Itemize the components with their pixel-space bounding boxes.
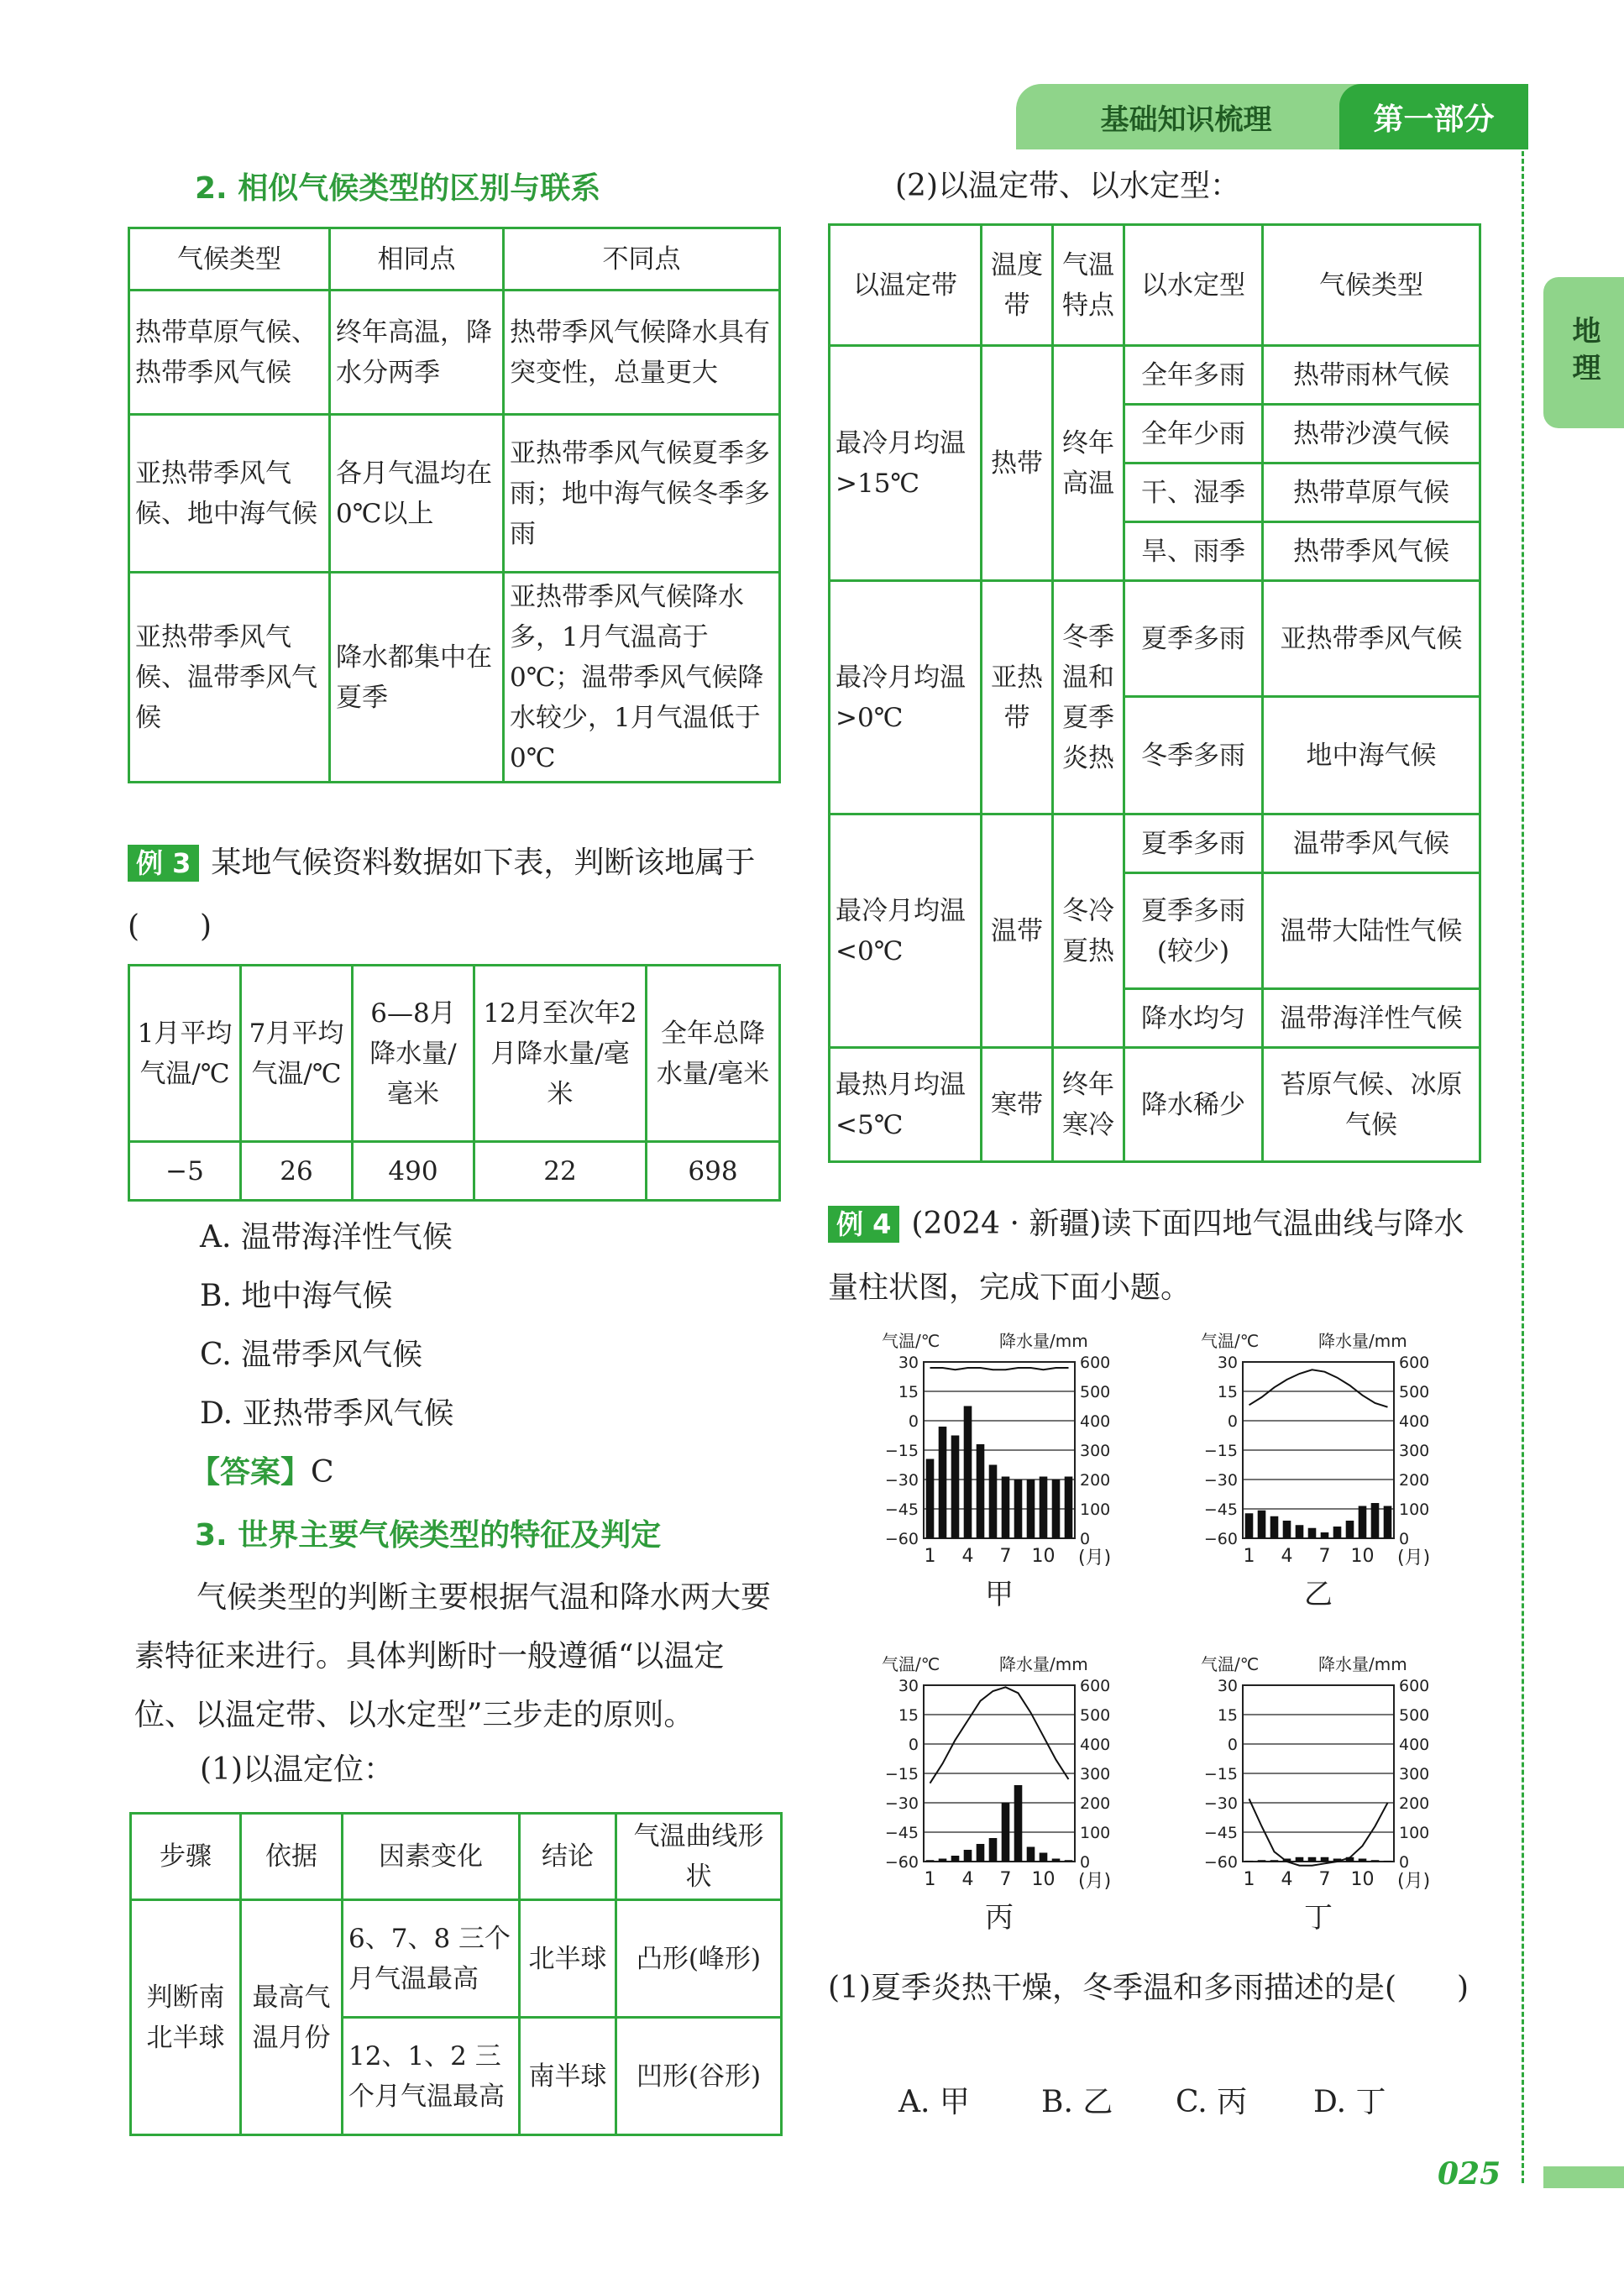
precip-tick-label: 100 <box>1399 1500 1430 1519</box>
precip-tick-label: 300 <box>1080 1765 1111 1783</box>
precip-tick-label: 400 <box>1399 1412 1430 1431</box>
table-cell: 最热月均温<5℃ <box>830 1048 982 1162</box>
table-cell: 判断南北半球 <box>131 1900 241 2135</box>
temp-tick-label: −60 <box>884 1530 919 1548</box>
answer <box>190 1451 334 1495</box>
precip-bar <box>1359 1859 1367 1862</box>
precip-bar <box>1002 1477 1010 1539</box>
table-cell: 12、1、2 三个月气温最高 <box>343 2018 520 2135</box>
precip-bar <box>1333 1527 1342 1538</box>
temperature-line <box>1249 1370 1388 1406</box>
table-cell: 各月气温均在0℃以上 <box>330 415 504 573</box>
temp-tick-label: 15 <box>898 1383 919 1401</box>
section-3-paragraph: 气候类型的判断主要根据气温和降水两大要素特征来进行。具体判断时一般遵循“以温定位、以温定带、以水定型”三步走的原则。 <box>134 1580 772 1732</box>
precip-tick-label: 600 <box>1080 1354 1111 1372</box>
month-tick-label: 1 <box>1243 1869 1255 1890</box>
table-cell: 亚热带季风气候夏季多雨；地中海气候冬季多雨 <box>504 415 780 573</box>
temp-axis-label: 气温/℃ <box>882 1654 940 1674</box>
precip-bar <box>964 1850 972 1862</box>
table-cell: 夏季多雨 <box>1124 581 1263 697</box>
table-cell: 490 <box>353 1142 474 1201</box>
col-header: 气温特点 <box>1053 225 1124 346</box>
precip-bar <box>951 1856 960 1862</box>
precip-bar <box>1065 1477 1073 1539</box>
table-cell: 凹形(谷形) <box>616 2018 782 2135</box>
footer-bar <box>1543 2166 1624 2188</box>
month-tick-label: 10 <box>1350 1546 1375 1567</box>
temp-tick-label: 30 <box>898 1354 919 1372</box>
table-cell: 热带季风气候降水具有突变性，总量更大 <box>504 291 780 415</box>
precip-bar <box>1040 1477 1048 1539</box>
precip-bar <box>1371 1860 1380 1862</box>
col-header: 依据 <box>241 1814 343 1900</box>
precip-bar <box>1283 1521 1291 1538</box>
table-cell: 终年高温，降水分两季 <box>330 291 504 415</box>
table-cell: 最冷月均温<0℃ <box>830 814 982 1048</box>
precip-bar <box>939 1427 947 1538</box>
month-tick-label: 7 <box>999 1546 1012 1567</box>
precip-bar <box>1245 1513 1254 1538</box>
month-tick-label: 1 <box>1243 1546 1255 1567</box>
precip-tick-label: 200 <box>1080 1471 1111 1490</box>
table-cell: 夏季多雨 <box>1124 814 1263 873</box>
table-cell: 温带 <box>982 814 1053 1048</box>
precip-axis-label: 降水量/mm <box>1318 1654 1407 1674</box>
precip-tick-label: 500 <box>1399 1383 1430 1401</box>
precip-tick-label: 600 <box>1399 1677 1430 1695</box>
precip-bar <box>964 1406 972 1539</box>
precip-bar <box>1270 1516 1279 1538</box>
table-cell: 干、湿季 <box>1124 464 1263 522</box>
col-header: 6—8月降水量/毫米 <box>353 966 474 1142</box>
table-cell: 亚热带季风气候、地中海气候 <box>129 415 330 573</box>
table-cell: 寒带 <box>982 1048 1053 1162</box>
table-cell: 地中海气候 <box>1263 697 1480 814</box>
example-4-text: (2024 · 新疆)读下面四地气温曲线与降水量柱状图，完成下面小题。 <box>828 1207 1464 1305</box>
table-cell: 热带 <box>982 346 1053 581</box>
table-cell: 热带季风气候 <box>1263 522 1480 581</box>
temp-tick-label: −30 <box>1203 1471 1238 1490</box>
col-header: 以水定型 <box>1124 225 1263 346</box>
precip-bar <box>1027 1480 1035 1538</box>
precip-bar <box>926 1860 935 1862</box>
temp-tick-label: −30 <box>884 1471 919 1490</box>
col-header: 气候类型 <box>129 228 330 291</box>
precip-bar <box>1270 1860 1279 1862</box>
table-cell: 热带雨林气候 <box>1263 346 1480 405</box>
q1-option-a: A. 甲 <box>898 2085 970 2119</box>
precip-tick-label: 600 <box>1080 1677 1111 1695</box>
precip-bar <box>951 1436 960 1539</box>
temp-tick-label: −30 <box>884 1794 919 1813</box>
option-b: B. 地中海气候 <box>200 1279 393 1313</box>
precip-tick-label: 600 <box>1399 1354 1430 1372</box>
table-cell: −5 <box>129 1142 241 1201</box>
table-cell: 温带海洋性气候 <box>1263 989 1480 1048</box>
precip-bar <box>1384 1506 1392 1539</box>
table-cell: 亚热带 <box>982 581 1053 814</box>
subject-label: 地理 <box>1567 316 1600 390</box>
precip-tick-label: 500 <box>1399 1706 1430 1725</box>
table-cell: 夏季多雨(较少) <box>1124 873 1263 989</box>
temp-tick-label: −45 <box>884 1500 919 1519</box>
precip-bar <box>1014 1480 1023 1538</box>
month-tick-label: 4 <box>961 1546 974 1567</box>
temp-tick-label: 30 <box>1217 1677 1238 1695</box>
table-cell: 终年寒冷 <box>1053 1048 1124 1162</box>
precip-tick-label: 200 <box>1399 1471 1430 1490</box>
col-header: 温度带 <box>982 225 1053 346</box>
temp-tick-label: 30 <box>1217 1354 1238 1372</box>
table-cell: 亚热带季风气候降水多，1月气温高于0℃；温带季风气候降水较少，1月气温低于0℃ <box>504 573 780 783</box>
temp-axis-label: 气温/℃ <box>882 1331 940 1351</box>
answer-label: 【答案】 <box>190 1455 312 1490</box>
hemisphere-table <box>129 1812 783 2136</box>
header-section: 基础知识梳理 <box>1100 102 1272 137</box>
month-axis-label: (月) <box>1397 1548 1431 1569</box>
table-cell: 亚热带季风气候、温带季风气候 <box>129 573 330 783</box>
example-4-stem <box>828 1192 1483 1320</box>
precip-tick-label: 100 <box>1080 1500 1111 1519</box>
month-tick-label: 1 <box>924 1869 936 1890</box>
table-cell: 南半球 <box>520 2018 616 2135</box>
precip-bar <box>1258 1860 1266 1862</box>
temp-tick-label: 0 <box>1227 1412 1238 1431</box>
temp-tick-label: 15 <box>1217 1706 1238 1725</box>
q1-option-d: D. 丁 <box>1313 2085 1386 2119</box>
precip-tick-label: 100 <box>1080 1824 1111 1842</box>
temp-tick-label: −45 <box>884 1824 919 1842</box>
table-cell: 苔原气候、冰原气候 <box>1263 1048 1480 1162</box>
table-cell: 最冷月均温>15℃ <box>830 346 982 581</box>
col-header: 不同点 <box>504 228 780 291</box>
precip-bar <box>1359 1506 1367 1539</box>
table-cell: 最高气温月份 <box>241 1900 343 2135</box>
temp-tick-label: −60 <box>1203 1530 1238 1548</box>
month-tick-label: 7 <box>1318 1546 1331 1567</box>
table-cell: 698 <box>647 1142 780 1201</box>
precip-bar <box>1027 1847 1035 1862</box>
table-cell: 热带草原气候、热带季风气候 <box>129 291 330 415</box>
precip-tick-label: 400 <box>1399 1736 1430 1754</box>
month-axis-label: (月) <box>1078 1871 1112 1892</box>
similar-climate-table <box>128 227 781 783</box>
header-part: 第一部分 <box>1339 84 1528 149</box>
precip-tick-label: 0 <box>1080 1853 1091 1872</box>
precip-bar <box>1052 1859 1061 1862</box>
table-cell: 22 <box>474 1142 647 1201</box>
precip-bar <box>977 1444 985 1538</box>
precip-bar <box>1308 1528 1317 1538</box>
precip-bar <box>1052 1480 1061 1538</box>
climate-data-table <box>128 964 781 1202</box>
example-3-text: 某地气候资料数据如下表，判断该地属于( ) <box>128 846 756 944</box>
precip-tick-label: 0 <box>1399 1530 1410 1548</box>
precip-bar <box>1002 1803 1010 1862</box>
chart-title: 丁 <box>1304 1901 1333 1935</box>
option-a: A. 温带海洋性气候 <box>200 1220 453 1254</box>
subject-tab <box>1543 277 1624 428</box>
col-header: 7月平均气温/℃ <box>241 966 353 1142</box>
precip-axis-label: 降水量/mm <box>999 1654 1088 1674</box>
option-c: C. 温带季风气候 <box>200 1338 423 1372</box>
q1-option-c: C. 丙 <box>1176 2085 1248 2119</box>
temp-tick-label: −15 <box>1203 1765 1238 1783</box>
month-axis-label: (月) <box>1397 1871 1431 1892</box>
month-tick-label: 7 <box>999 1869 1012 1890</box>
q1-option-b: B. 乙 <box>1041 2085 1113 2119</box>
table-cell: 全年少雨 <box>1124 405 1263 464</box>
chart-title: 甲 <box>985 1578 1014 1611</box>
month-tick-label: 10 <box>1031 1869 1056 1890</box>
col-header: 气温曲线形状 <box>616 1814 782 1900</box>
precip-bar <box>939 1859 947 1862</box>
subheading-1: (1)以温定位： <box>200 1752 394 1787</box>
precip-tick-label: 400 <box>1080 1736 1111 1754</box>
table-cell: 降水均匀 <box>1124 989 1263 1048</box>
temp-tick-label: 15 <box>1217 1383 1238 1401</box>
precip-tick-label: 100 <box>1399 1824 1430 1842</box>
precip-bar <box>1346 1521 1354 1538</box>
precip-tick-label: 300 <box>1080 1442 1111 1460</box>
temperature-line <box>930 1687 1069 1783</box>
col-header: 因素变化 <box>343 1814 520 1900</box>
precip-tick-label: 0 <box>1080 1530 1091 1548</box>
margin-dashed-line <box>1522 151 1524 2183</box>
table-cell: 温带大陆性气候 <box>1263 873 1480 989</box>
table-cell: 全年多雨 <box>1124 346 1263 405</box>
precip-bar <box>1296 1857 1304 1862</box>
question-1: (1)夏季炎热干燥，冬季温和多雨描述的是( ) <box>828 1971 1469 2005</box>
section-3-title: 3. 世界主要气候类型的特征及判定 <box>195 1518 662 1553</box>
temp-tick-label: 0 <box>908 1736 919 1754</box>
temp-tick-label: 15 <box>898 1706 919 1725</box>
answer-value: C <box>311 1455 334 1490</box>
temp-tick-label: −15 <box>1203 1442 1238 1460</box>
precip-bar <box>1014 1785 1023 1862</box>
col-header: 以温定带 <box>830 225 982 346</box>
example-3-stem <box>128 831 783 959</box>
temp-tick-label: −45 <box>1203 1500 1238 1519</box>
option-d: D. 亚热带季风气候 <box>200 1396 454 1431</box>
precip-bar <box>1321 1532 1329 1538</box>
table-cell: 北半球 <box>520 1900 616 2018</box>
table-cell: 冬季温和夏季炎热 <box>1053 581 1124 814</box>
precip-axis-label: 降水量/mm <box>1318 1331 1407 1351</box>
table-cell: 温带季风气候 <box>1263 814 1480 873</box>
page-number: 025 <box>1438 2156 1501 2192</box>
chart-title: 丙 <box>985 1901 1014 1935</box>
precip-tick-label: 300 <box>1399 1765 1430 1783</box>
col-header: 相同点 <box>330 228 504 291</box>
col-header: 步骤 <box>131 1814 241 1900</box>
precip-bar <box>1371 1503 1380 1538</box>
table-cell: 凸形(峰形) <box>616 1900 782 2018</box>
precip-bar <box>1384 1861 1392 1862</box>
section-2-title: 2. 相似气候类型的区别与联系 <box>195 171 601 206</box>
table-cell: 冬冷夏热 <box>1053 814 1124 1048</box>
temp-tick-label: 0 <box>908 1412 919 1431</box>
precip-bar <box>1296 1525 1304 1538</box>
temp-tick-label: −45 <box>1203 1824 1238 1842</box>
month-tick-label: 7 <box>1318 1869 1331 1890</box>
table-cell: 降水稀少 <box>1124 1048 1263 1162</box>
precip-bar <box>1245 1861 1254 1862</box>
table-cell: 热带沙漠气候 <box>1263 405 1480 464</box>
temperature-line <box>930 1368 1069 1370</box>
temp-axis-label: 气温/℃ <box>1201 1331 1260 1351</box>
precip-bar <box>977 1844 985 1862</box>
precip-bar <box>1065 1860 1073 1862</box>
table-cell: 26 <box>241 1142 353 1201</box>
temp-tick-label: −60 <box>1203 1853 1238 1872</box>
precip-bar <box>1321 1857 1329 1862</box>
precip-tick-label: 500 <box>1080 1706 1111 1725</box>
table-cell: 降水都集中在夏季 <box>330 573 504 783</box>
precip-tick-label: 200 <box>1399 1794 1430 1813</box>
precip-tick-label: 200 <box>1080 1794 1111 1813</box>
climate-type-table <box>828 223 1481 1163</box>
col-header: 气候类型 <box>1263 225 1480 346</box>
col-header: 12月至次年2月降水量/毫米 <box>474 966 647 1142</box>
table-cell: 6、7、8 三个月气温最高 <box>343 1900 520 2018</box>
precip-tick-label: 300 <box>1399 1442 1430 1460</box>
temp-tick-label: −30 <box>1203 1794 1238 1813</box>
precip-axis-label: 降水量/mm <box>999 1331 1088 1351</box>
month-axis-label: (月) <box>1078 1548 1112 1569</box>
precip-tick-label: 400 <box>1080 1412 1111 1431</box>
precip-bar <box>1258 1511 1266 1538</box>
precip-bar <box>1308 1857 1317 1862</box>
month-tick-label: 4 <box>1281 1869 1293 1890</box>
precip-tick-label: 0 <box>1399 1853 1410 1872</box>
example-3-label: 例 3 <box>128 845 199 882</box>
table-cell: 热带草原气候 <box>1263 464 1480 522</box>
temp-axis-label: 气温/℃ <box>1201 1654 1260 1674</box>
month-tick-label: 4 <box>961 1869 974 1890</box>
col-header: 全年总降水量/毫米 <box>647 966 780 1142</box>
month-tick-label: 10 <box>1350 1869 1375 1890</box>
example-4-label: 例 4 <box>828 1206 899 1243</box>
table-cell: 最冷月均温>0℃ <box>830 581 982 814</box>
precip-bar <box>926 1459 935 1539</box>
month-tick-label: 4 <box>1281 1546 1293 1567</box>
temp-tick-label: 0 <box>1227 1736 1238 1754</box>
chart-title: 乙 <box>1304 1578 1333 1611</box>
month-tick-label: 1 <box>924 1546 936 1567</box>
precip-bar <box>989 1465 998 1539</box>
table-cell: 冬季多雨 <box>1124 697 1263 814</box>
temp-tick-label: 30 <box>898 1677 919 1695</box>
table-cell: 亚热带季风气候 <box>1263 581 1480 697</box>
col-header: 1月平均气温/℃ <box>129 966 241 1142</box>
precip-bar <box>989 1838 998 1862</box>
subheading-2: (2)以温定带、以水定型： <box>895 169 1240 203</box>
month-tick-label: 10 <box>1031 1546 1056 1567</box>
temp-tick-label: −15 <box>884 1442 919 1460</box>
precip-tick-label: 500 <box>1080 1383 1111 1401</box>
climate-charts <box>831 1318 1486 1956</box>
temp-tick-label: −60 <box>884 1853 919 1872</box>
table-cell: 旱、雨季 <box>1124 522 1263 581</box>
precip-bar <box>1040 1853 1048 1862</box>
col-header: 结论 <box>520 1814 616 1900</box>
temp-tick-label: −15 <box>884 1765 919 1783</box>
table-cell: 终年高温 <box>1053 346 1124 581</box>
